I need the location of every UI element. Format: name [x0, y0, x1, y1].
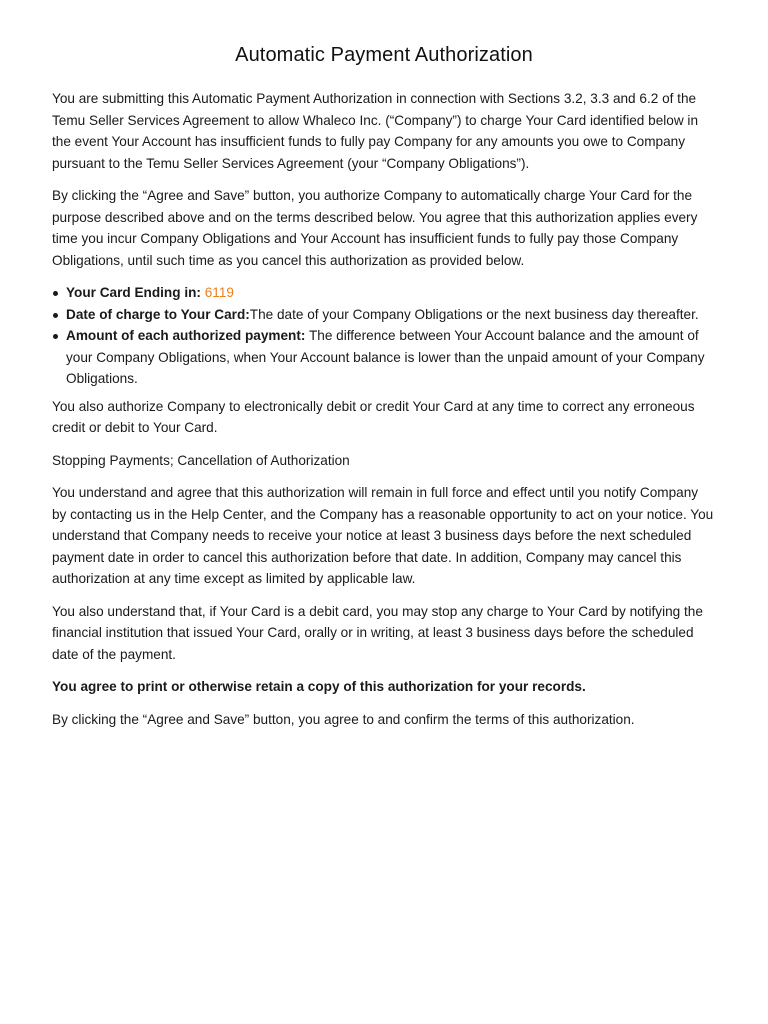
agree-paragraph: By clicking the “Agree and Save” button, you authorize Company to automatically charge Your Card for the purpose described above and on the terms described below. You agree that this authorization applies every time you incur Company Obligations and Your Account has insufficient funds to fully pay those Company Obligations, until such time as you cancel this authorization as provided below.	[52, 188, 698, 268]
card-ending-digits: 6119	[204, 285, 234, 300]
page-title: Automatic Payment Authorization	[235, 44, 533, 66]
card-ending-label: Your Card Ending in:	[66, 285, 205, 300]
understand-paragraph: You understand and agree that this authorization will remain in full force and effect until you notify Company by contacting us in the Help Center, and the Company has a reasonable opportunity to act on your notice. You understand that Company needs to receive your notice at least 3 business days before the next scheduled payment date in order to cancel this authorization before that date. In addition, Company may cancel this authorization at any time except as limited by applicable law.	[52, 485, 714, 586]
terms-list	[52, 282, 716, 390]
charge-date-label: Date of charge to Your Card:	[66, 306, 250, 322]
payment-amount-label: Amount of each authorized payment:	[66, 328, 306, 343]
list-item-amount	[66, 325, 716, 390]
also-authorize-paragraph: You also authorize Company to electronically debit or credit Your Card at any time to correct any erroneous credit or debit to Your Card.	[52, 398, 695, 435]
retain-copy-paragraph: You agree to print or otherwise retain a copy of this authorization for your records.	[52, 679, 586, 694]
list-item-card	[66, 282, 716, 304]
charge-date-text: The date of your Company Obligations or the next business day thereafter.	[249, 306, 699, 322]
confirm-paragraph: By clicking the “Agree and Save” button, you agree to and confirm the terms of this authorization.	[52, 711, 635, 727]
debit-card-paragraph: You also understand that, if Your Card is a debit card, you may stop any charge to Your Card by notifying the financial institution that issued Your Card, orally or in writing, at least 3 business days before the scheduled date of the payment.	[52, 603, 703, 662]
list-item-date	[66, 304, 716, 326]
payment-amount-text: The difference between Your Account balance and the amount of your Company Obligations, when Your Account balance is lower than the unpaid amount of your Company Obligations.	[66, 328, 705, 386]
intro-paragraph: You are submitting this Automatic Payment Authorization in connection with Sections 3.2, 3.3 and 6.2 of the Temu Seller Services Agreement to allow Whaleco Inc. (“Company”) to charge Your Card identified below in the event Your Account has insufficient funds to fully pay Company for any amounts you owe to Company pursuant to the Temu Seller Services Agreement (your “Company Obligations”).	[52, 91, 699, 171]
stopping-payments-heading: Stopping Payments; Cancellation of Authorization	[52, 452, 350, 468]
